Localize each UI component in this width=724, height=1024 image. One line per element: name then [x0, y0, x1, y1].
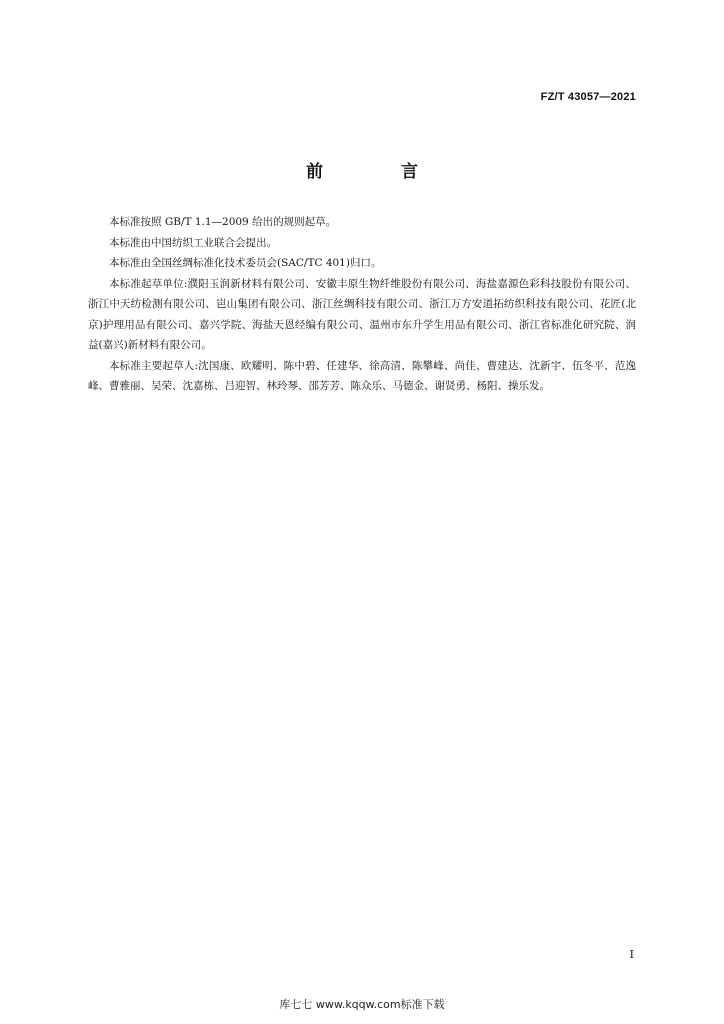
paragraph-proposer: 本标准由中国纺织工业联合会提出。: [109, 236, 277, 249]
standard-code: FZ/T 43057—2021: [540, 91, 636, 103]
foreword-body: [88, 212, 636, 397]
paragraph-administrator: 本标准由全国丝绸标准化技术委员会(SAC/TC 401)归口。: [109, 257, 382, 269]
paragraph-drafting-rules: 本标准按照 GB/T 1.1—2009 给出的规则起草。: [109, 216, 337, 228]
footer-watermark: 库七七 www.kqqw.com标准下载: [279, 998, 445, 1011]
page-title: 前 言: [306, 162, 454, 182]
paragraph-main-drafters: 本标准主要起草人:沈国康、欧耀明、陈中碧、任建华、徐高清、陈攀峰、尚佳、曹建达、沈新宇、伍冬平、范逸峰、曹雅丽、吴荣、沈嘉栋、吕迎智、林玲琴、邵芳芳、陈众乐、马德金、谢贤勇、杨阳、操乐发。: [88, 359, 636, 392]
page-number: I: [629, 948, 634, 961]
paragraph-drafting-units: 本标准起草单位:濮阳玉润新材料有限公司、安徽丰原生物纤维股份有限公司、海盐嘉源色彩科技股份有限公司、浙江中天纺检测有限公司、岜山集团有限公司、浙江丝绸科技有限公司、浙江万方安道拓纺织科技有限公司、花匠(北京)护理用品有限公司、嘉兴学院、海盐天恩经编有限公司、温州市东升学生用品有限公司、浙江省标准化研究院、润益(嘉兴)新材料有限公司。: [88, 277, 636, 351]
